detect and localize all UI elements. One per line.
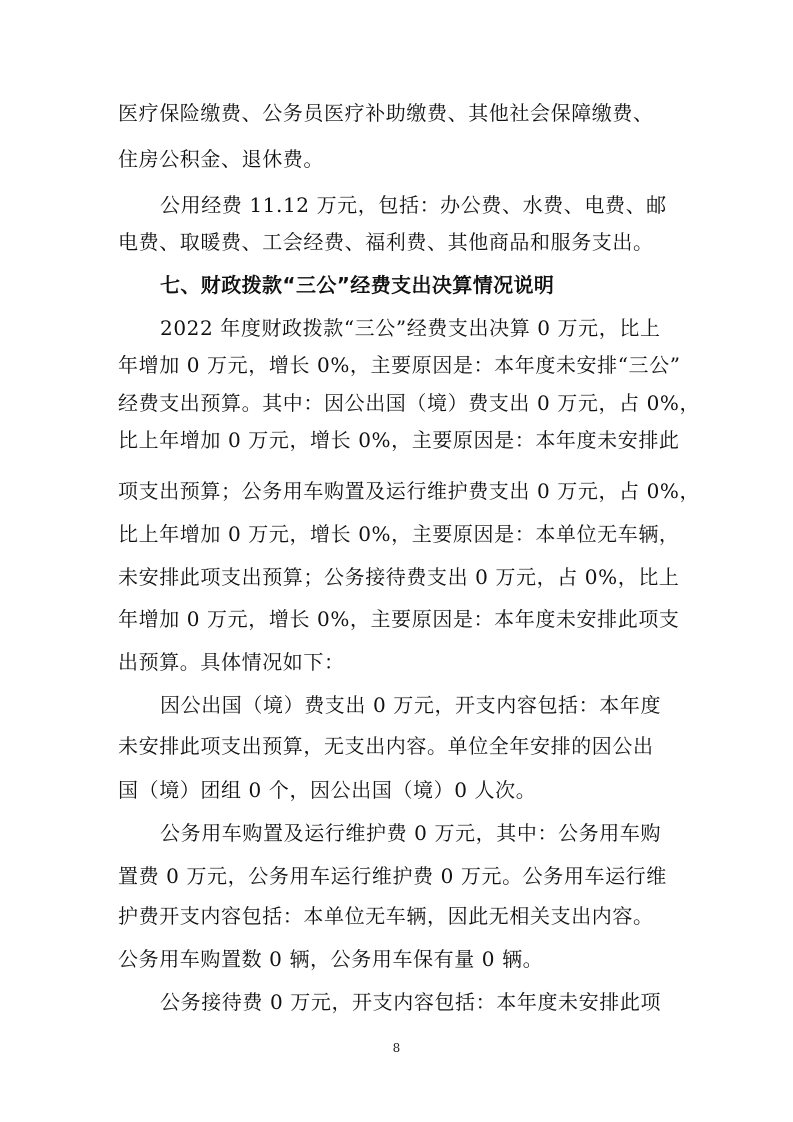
body-text-line: 2022 年度财政拨款“三公”经费支出决算 0 万元，比上 bbox=[160, 316, 661, 340]
body-text-line: 置费 0 万元，公务用车运行维护费 0 万元。公务用车运行维 bbox=[118, 864, 667, 888]
body-text-line: 国（境）团组 0 个，因公出国（境）0 人次。 bbox=[118, 778, 537, 802]
body-text-line: 医疗保险缴费、公务员医疗补助缴费、其他社会保障缴费、 bbox=[118, 101, 654, 125]
body-text-line: 比上年增加 0 万元，增长 0%，主要原因是：本单位无车辆， bbox=[118, 522, 680, 546]
body-text-line: 公务用车购置及运行维护费 0 万元，其中：公务用车购 bbox=[160, 821, 662, 845]
body-text-line: 护费开支内容包括：本单位无车辆，因此无相关支出内容。 bbox=[118, 904, 654, 928]
body-text-line: 比上年增加 0 万元，增长 0%，主要原因是：本年度未安排此 bbox=[118, 428, 680, 452]
body-text-line: 项支出预算；公务用车购置及运行维护费支出 0 万元，占 0%， bbox=[118, 479, 701, 503]
body-text-line: 未安排此项支出预算，无支出内容。单位全年安排的因公出 bbox=[118, 734, 654, 758]
body-text-line: 住房公积金、退休费。 bbox=[118, 147, 324, 171]
body-text-line: 公用经费 11.12 万元，包括：办公费、水费、电费、邮 bbox=[160, 193, 667, 217]
body-text-line: 因公出国（境）费支出 0 万元，开支内容包括：本年度 bbox=[160, 693, 662, 717]
section-heading: 七、财政拨款“三公”经费支出决算情况说明 bbox=[160, 273, 555, 297]
body-text-line: 经费支出预算。其中：因公出国（境）费支出 0 万元，占 0%， bbox=[118, 391, 701, 415]
body-text-line: 出预算。具体情况如下： bbox=[118, 650, 345, 674]
body-text-line: 公务用车购置数 0 辆，公务用车保有量 0 辆。 bbox=[118, 947, 544, 971]
body-text-line: 未安排此项支出预算；公务接待费支出 0 万元，占 0%，比上 bbox=[118, 565, 680, 589]
body-text-line: 年增加 0 万元，增长 0%，主要原因是：本年度未安排此项支 bbox=[118, 607, 680, 631]
body-text-line: 年增加 0 万元，增长 0%，主要原因是：本年度未安排“三公” bbox=[118, 353, 681, 377]
body-text-line: 公务接待费 0 万元，开支内容包括：本年度未安排此项 bbox=[160, 990, 662, 1014]
page-number: 8 bbox=[392, 1041, 401, 1055]
body-text-line: 电费、取暖费、工会经费、福利费、其他商品和服务支出。 bbox=[118, 230, 654, 254]
